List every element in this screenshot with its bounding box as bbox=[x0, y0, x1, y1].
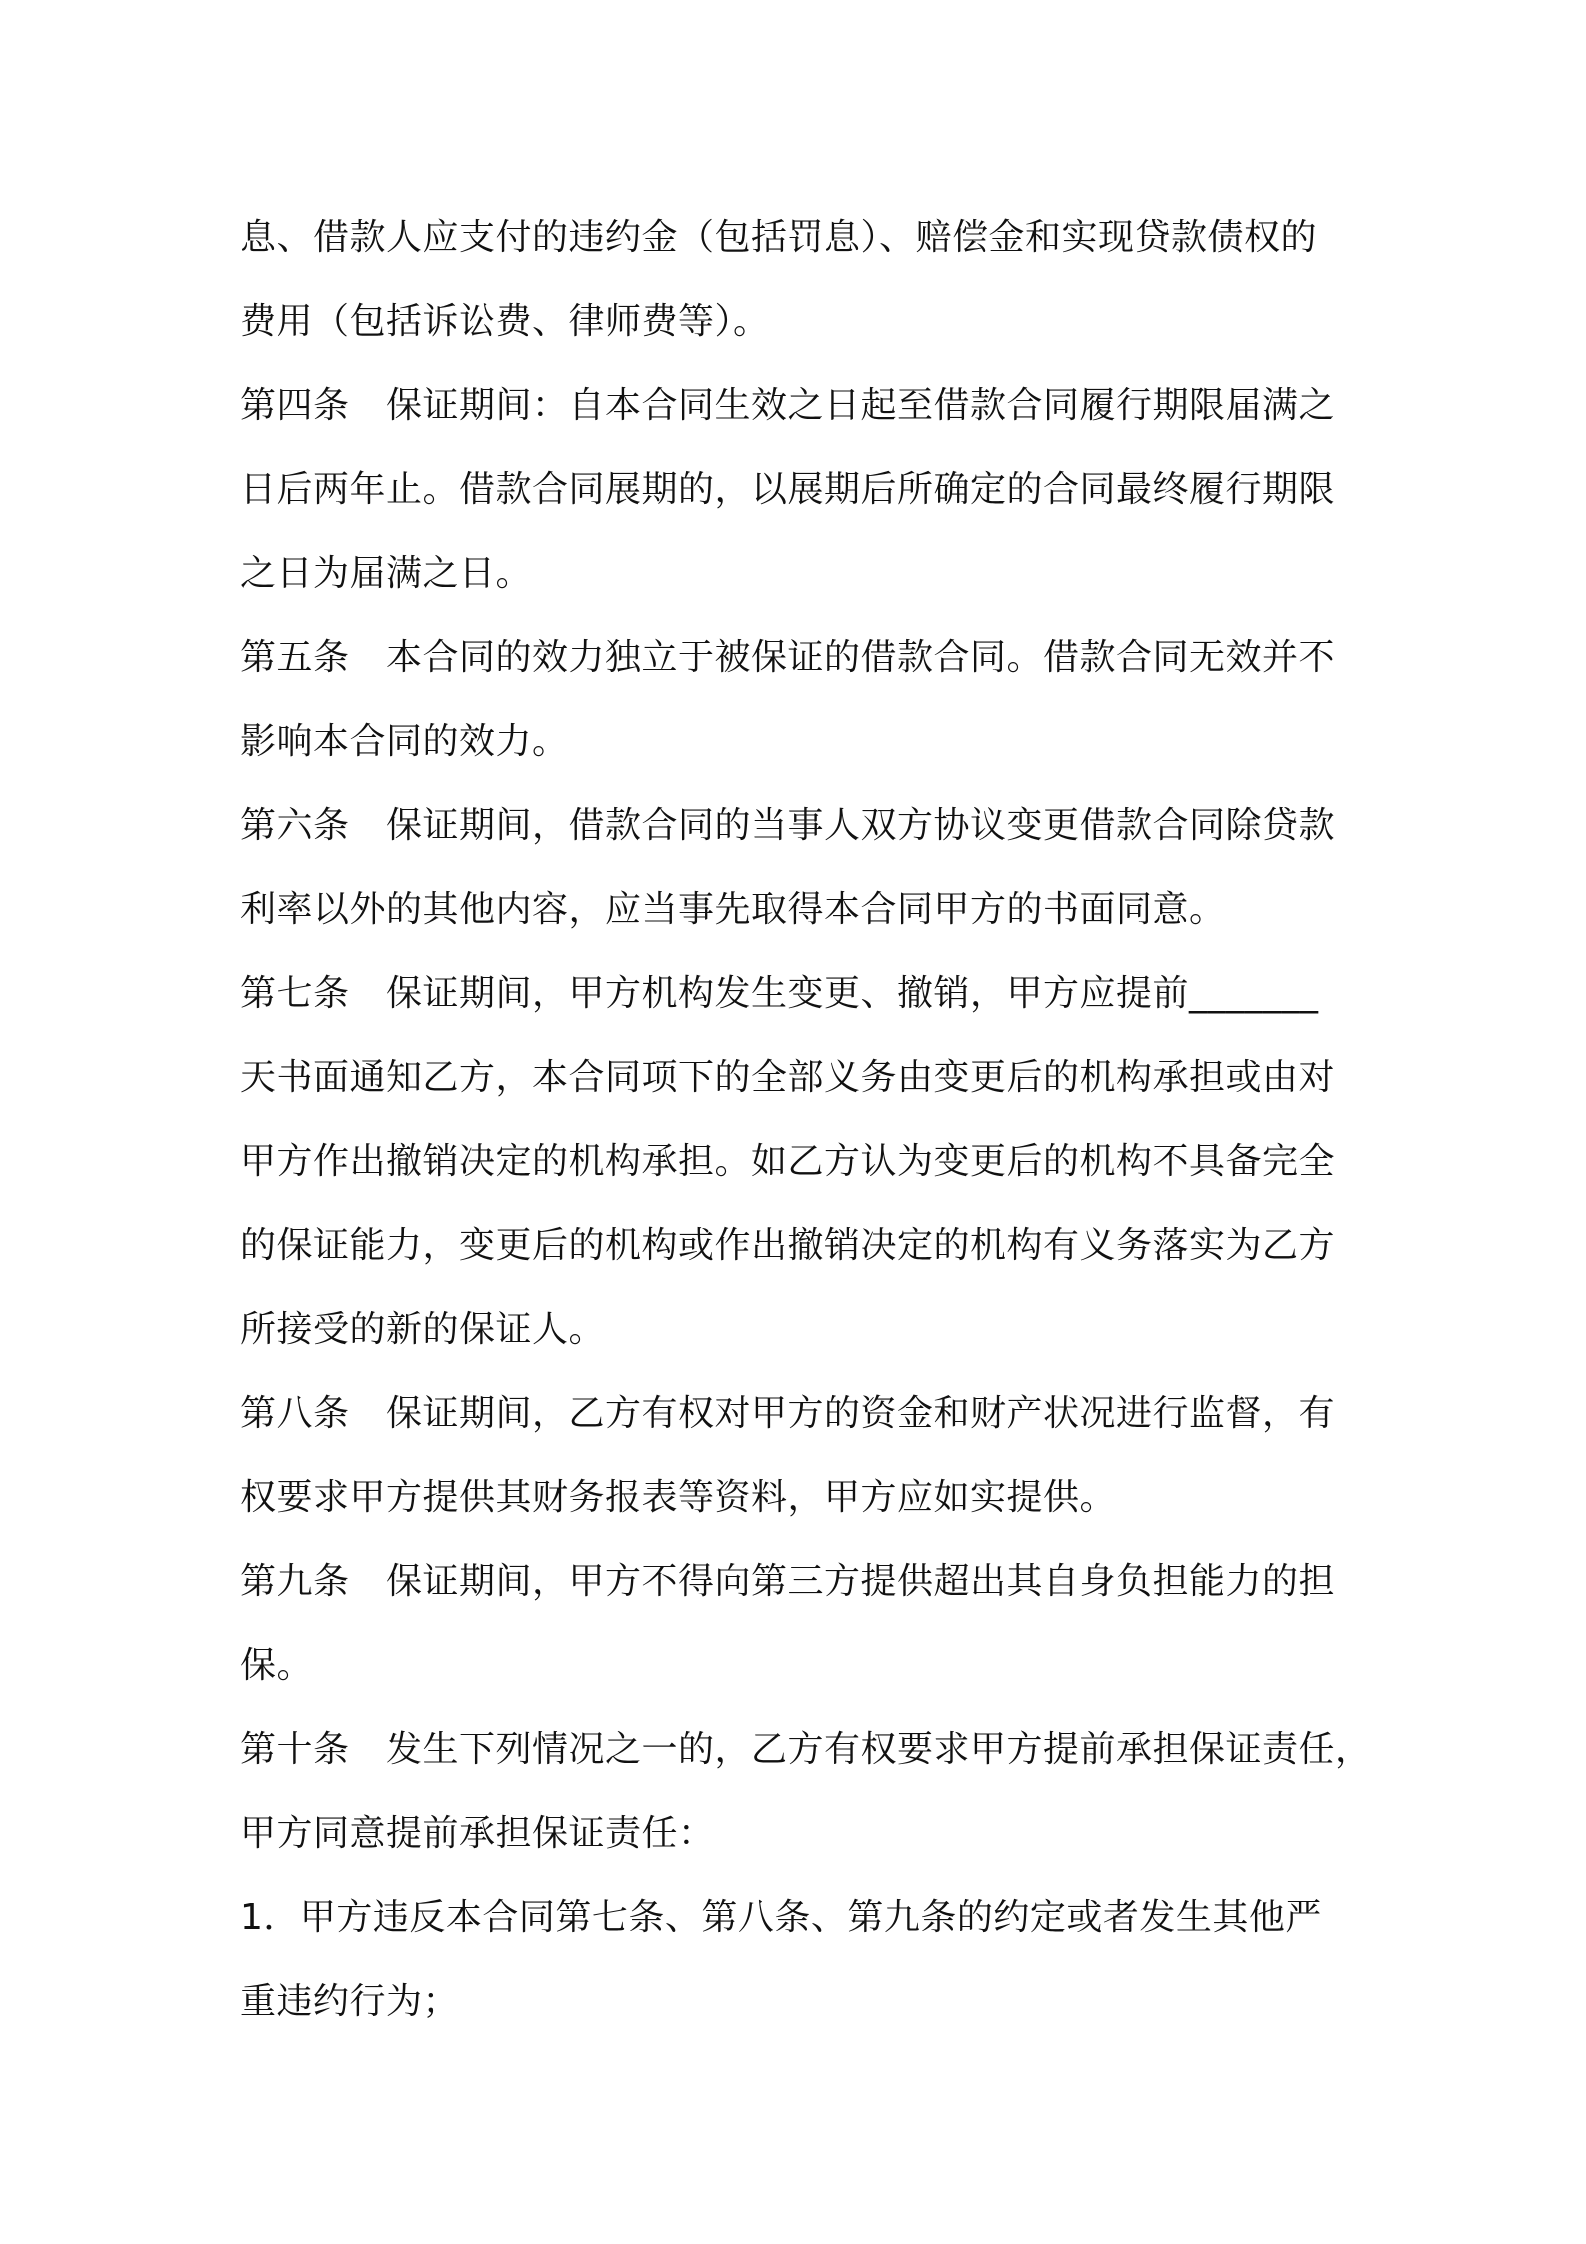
article-7-line-4: 的保证能力，变更后的机构或作出撤销决定的机构有义务落实为乙方 bbox=[240, 1225, 1336, 1266]
item-1-line-1: 1．甲方违反本合同第七条、第八条、第九条的约定或者发生其他严 bbox=[240, 1897, 1322, 1938]
article-7-line-3: 甲方作出撤销决定的机构承担。如乙方认为变更后的机构不具备完全 bbox=[240, 1141, 1336, 1182]
article-8-line-2: 权要求甲方提供其财务报表等资料，甲方应如实提供。 bbox=[240, 1477, 1117, 1518]
article-6-line-1: 第六条 保证期间，借款合同的当事人双方协议变更借款合同除贷款 bbox=[240, 805, 1336, 846]
article-7-line-5: 所接受的新的保证人。 bbox=[240, 1309, 606, 1350]
article-5-line-1: 第五条 本合同的效力独立于被保证的借款合同。借款合同无效并不 bbox=[240, 637, 1336, 678]
article-4-line-3: 之日为届满之日。 bbox=[240, 553, 533, 594]
text-line-2: 费用（包括诉讼费、律师费等）。 bbox=[240, 301, 770, 342]
article-4-line-1: 第四条 保证期间：自本合同生效之日起至借款合同履行期限届满之 bbox=[240, 385, 1336, 426]
article-10-line-1: 第十条 发生下列情况之一的，乙方有权要求甲方提前承担保证责任， bbox=[240, 1729, 1372, 1770]
article-10-line-2: 甲方同意提前承担保证责任： bbox=[240, 1813, 715, 1854]
article-8-line-1: 第八条 保证期间，乙方有权对甲方的资金和财产状况进行监督，有 bbox=[240, 1393, 1336, 1434]
article-9-line-2: 保。 bbox=[240, 1645, 314, 1686]
contract-text bbox=[240, 196, 1372, 2044]
article-9-line-1: 第九条 保证期间，甲方不得向第三方提供超出其自身负担能力的担 bbox=[240, 1561, 1336, 1602]
article-7-line-2: 天书面通知乙方，本合同项下的全部义务由变更后的机构承担或由对 bbox=[240, 1057, 1336, 1098]
article-6-line-2: 利率以外的其他内容，应当事先取得本合同甲方的书面同意。 bbox=[240, 889, 1226, 930]
item-1-line-2: 重违约行为； bbox=[240, 1981, 460, 2022]
article-5-line-2: 影响本合同的效力。 bbox=[240, 721, 569, 762]
text-line-1: 息、借款人应支付的违约金（包括罚息）、赔偿金和实现贷款债权的 bbox=[240, 217, 1318, 258]
article-7-line-1: 第七条 保证期间，甲方机构发生变更、撤销，甲方应提前_______ bbox=[240, 973, 1319, 1014]
article-4-line-2: 日后两年止。借款合同展期的，以展期后所确定的合同最终履行期限 bbox=[240, 469, 1336, 510]
